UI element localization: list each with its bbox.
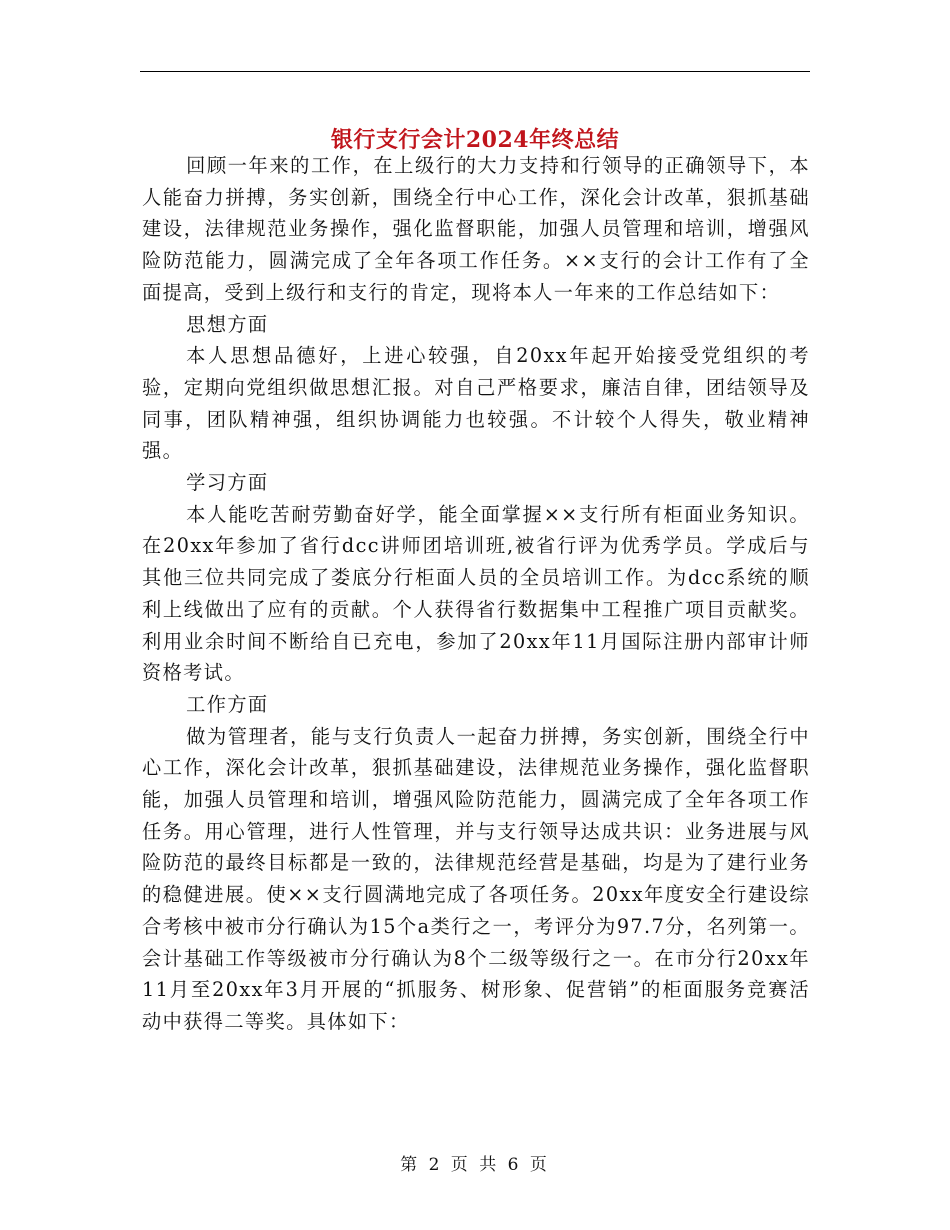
header-rule: [140, 71, 810, 72]
document-body: [142, 150, 810, 1038]
study-paragraph: 本人能吃苦耐劳勤奋好学，能全面掌握××支行所有柜面业务知识。在20xx年参加了省行dcc讲师团培训班,被省行评为优秀学员。学成后与其他三位共同完成了娄底分行柜面人员的全员培训工作。为dcc系统的顺利上线做出了应有的贡献。个人获得省行数据集中工程推广项目贡献奖。利用业余时间不断给自已充电，参加了20xx年11月国际注册内部审计师资格考试。: [142, 502, 810, 685]
section-heading-thought: 思想方面: [186, 312, 269, 336]
document-title: 银行支行会计2024年终总结: [330, 126, 620, 153]
work-paragraph: 做为管理者，能与支行负责人一起奋力拼搏，务实创新，围绕全行中心工作，深化会计改革，狠抓基础建设，法律规范业务操作，强化监督职能，加强人员管理和培训，增强风险防范能力，圆满完成了全年各项工作任务。用心管理，进行人性管理，并与支行领导达成共识：业务进展与风险防范的最终目标都是一致的，法律规范经营是基础，均是为了建行业务的稳健进展。使××支行圆满地完成了各项任务。20xx年度安全行建设综合考核中被市分行确认为15个a类行之一，考评分为97.7分，名列第一。会计基础工作等级被市分行确认为8个二级等级行之一。在市分行20xx年11月至20xx年3月开展的“抓服务、树形象、促营销”的柜面服务竞赛活动中获得二等奖。具体如下：: [142, 724, 810, 1033]
page-number-footer: 第 2 页 共 6 页: [400, 1155, 550, 1175]
intro-paragraph: 回顾一年来的工作，在上级行的大力支持和行领导的正确领导下，本人能奋力拼搏，务实创新，围绕全行中心工作，深化会计改革，狠抓基础建设，法律规范业务操作，强化监督职能，加强人员管理和培训，增强风险防范能力，圆满完成了全年各项工作任务。××支行的会计工作有了全面提高，受到上级行和支行的肯定，现将本人一年来的工作总结如下：: [142, 154, 810, 304]
section-heading-work: 工作方面: [186, 692, 269, 716]
section-heading-study: 学习方面: [186, 471, 269, 495]
thought-paragraph: 本人思想品德好，上进心较强，自20xx年起开始接受党组织的考验，定期向党组织做思想汇报。对自己严格要求，廉洁自律，团结领导及同事，团队精神强，组织协调能力也较强。不计较个人得失，敬业精神强。: [142, 344, 810, 463]
